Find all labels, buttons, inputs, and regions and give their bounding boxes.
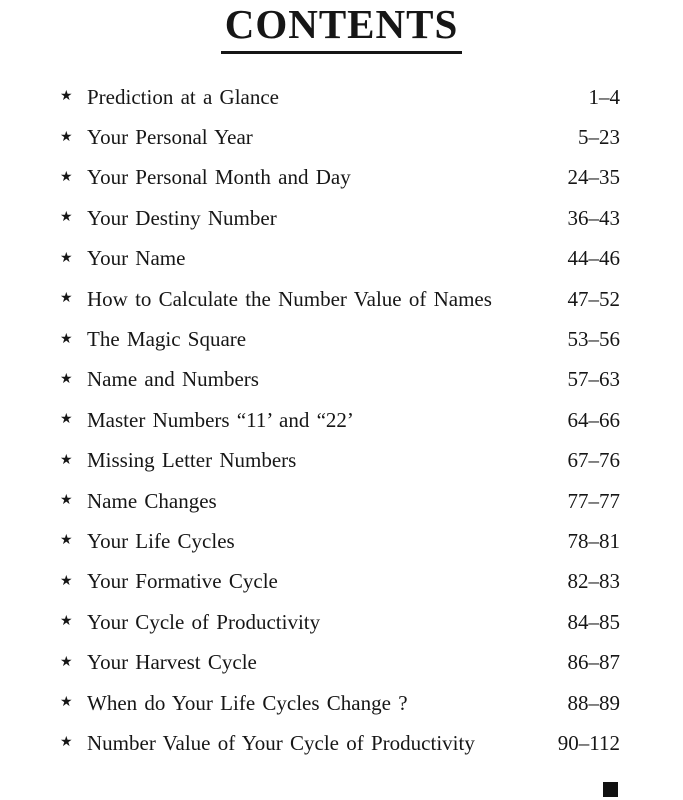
star-icon: ★ bbox=[60, 371, 73, 387]
toc-entry-pages: 88–89 bbox=[567, 690, 620, 715]
toc-entry-pages: 44–46 bbox=[567, 246, 620, 271]
toc-entry-pages: 77–77 bbox=[567, 488, 620, 513]
toc-entry bbox=[60, 521, 620, 561]
toc-entry bbox=[60, 400, 620, 440]
toc-entry bbox=[60, 198, 620, 238]
toc-entry-title: Number Value of Your Cycle of Productivity bbox=[87, 730, 475, 755]
toc-entry bbox=[60, 117, 620, 157]
star-icon: ★ bbox=[60, 250, 73, 266]
star-icon: ★ bbox=[60, 210, 73, 226]
toc-entry-pages: 86–87 bbox=[567, 650, 620, 675]
toc-entry bbox=[60, 602, 620, 642]
toc-entry-pages: 1–4 bbox=[588, 84, 620, 109]
toc-entry bbox=[60, 441, 620, 481]
toc-entry-pages: 57–63 bbox=[567, 367, 620, 392]
toc-entry-title: Prediction at a Glance bbox=[87, 84, 280, 109]
toc-entry-title: Name Changes bbox=[87, 488, 217, 513]
toc-entry-title: Name and Numbers bbox=[87, 367, 259, 392]
toc-entry-title: Master Numbers “11’ and “22’ bbox=[87, 407, 354, 432]
toc-entry-title: Your Cycle of Productivity bbox=[87, 609, 321, 634]
toc-entry bbox=[60, 239, 620, 279]
toc-entry bbox=[60, 77, 620, 117]
toc-entry-title: When do Your Life Cycles Change ? bbox=[87, 690, 408, 715]
toc-entry-pages: 47–52 bbox=[567, 286, 620, 311]
toc-entry-title: Your Destiny Number bbox=[87, 205, 277, 230]
page-title: CONTENTS bbox=[221, 2, 463, 54]
toc-entry-pages: 78–81 bbox=[567, 528, 620, 553]
star-icon: ★ bbox=[60, 493, 73, 509]
toc-entry-title: Your Harvest Cycle bbox=[87, 650, 257, 675]
toc-entry-title: Your Personal Month and Day bbox=[87, 165, 351, 190]
toc-entry-pages: 64–66 bbox=[567, 407, 620, 432]
toc-entry-pages: 5–23 bbox=[578, 125, 620, 150]
star-icon: ★ bbox=[60, 695, 73, 711]
toc-entry-pages: 82–83 bbox=[567, 569, 620, 594]
toc-entry bbox=[60, 319, 620, 359]
toc-entry-title: Your Personal Year bbox=[87, 125, 253, 150]
toc-entry-pages: 53–56 bbox=[567, 327, 620, 352]
toc-entry-pages: 36–43 bbox=[567, 205, 620, 230]
toc-entry bbox=[60, 279, 620, 319]
star-icon: ★ bbox=[60, 735, 73, 751]
toc-entry-title: Missing Letter Numbers bbox=[87, 448, 297, 473]
star-icon: ★ bbox=[60, 331, 73, 347]
toc-list bbox=[0, 77, 683, 764]
toc-entry-title: Your Formative Cycle bbox=[87, 569, 278, 594]
toc-entry bbox=[60, 683, 620, 723]
toc-entry-title: Your Name bbox=[87, 246, 186, 271]
star-icon: ★ bbox=[60, 291, 73, 307]
toc-entry-title: How to Calculate the Number Value of Names bbox=[87, 286, 492, 311]
toc-entry bbox=[60, 562, 620, 602]
toc-entry-title: The Magic Square bbox=[87, 327, 247, 352]
toc-entry bbox=[60, 481, 620, 521]
page-header bbox=[0, 0, 683, 54]
toc-entry-pages: 67–76 bbox=[567, 448, 620, 473]
star-icon: ★ bbox=[60, 169, 73, 185]
star-icon: ★ bbox=[60, 452, 73, 468]
star-icon: ★ bbox=[60, 412, 73, 428]
star-icon: ★ bbox=[60, 654, 73, 670]
toc-entry bbox=[60, 360, 620, 400]
toc-entry bbox=[60, 642, 620, 682]
toc-entry-pages: 90–112 bbox=[557, 730, 620, 755]
toc-entry-pages: 84–85 bbox=[567, 609, 620, 634]
toc-entry-title: Your Life Cycles bbox=[87, 528, 235, 553]
end-of-contents-square-icon bbox=[603, 782, 618, 797]
toc-entry-pages: 24–35 bbox=[567, 165, 620, 190]
star-icon: ★ bbox=[60, 614, 73, 630]
toc-entry bbox=[60, 723, 620, 763]
star-icon: ★ bbox=[60, 89, 73, 105]
toc-entry bbox=[60, 158, 620, 198]
star-icon: ★ bbox=[60, 573, 73, 589]
star-icon: ★ bbox=[60, 129, 73, 145]
star-icon: ★ bbox=[60, 533, 73, 549]
